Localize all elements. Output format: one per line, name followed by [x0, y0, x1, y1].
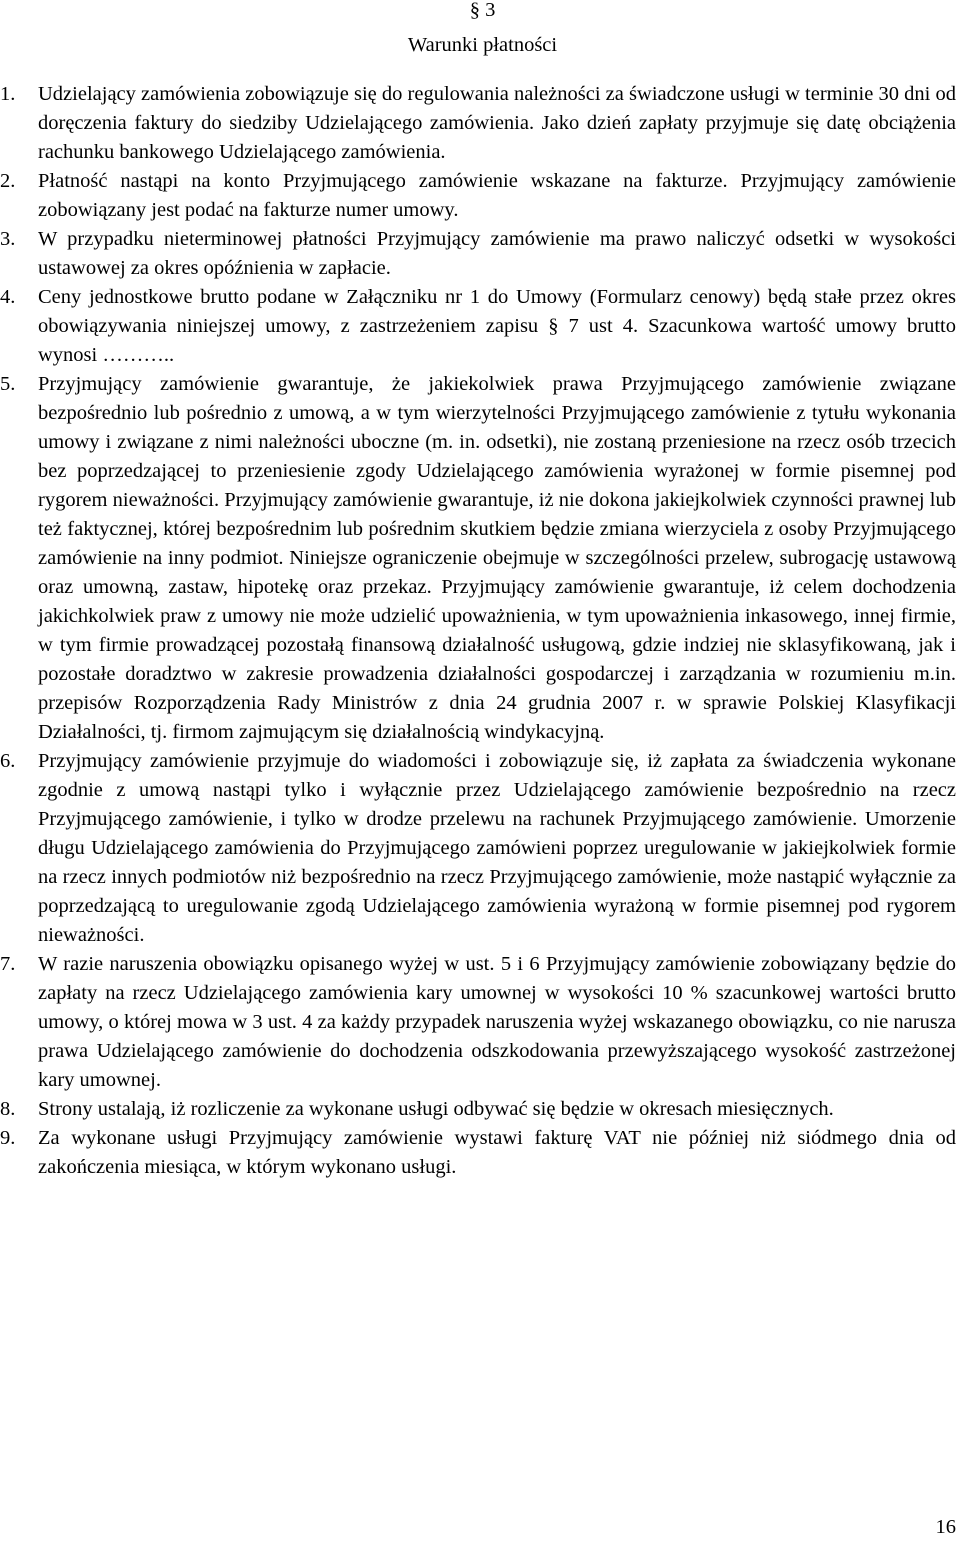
item-number: 1.	[0, 83, 16, 105]
item-number: 5.	[0, 373, 16, 395]
list-item	[0, 1095, 960, 1124]
section-heading	[0, 0, 960, 61]
list-item	[0, 80, 960, 167]
list-item	[0, 283, 960, 370]
section-title: Warunki płatności	[407, 34, 558, 56]
item-text: Przyjmujący zamówienie gwarantuje, że jakiekolwiek prawa Przyjmującego zamówienie związane bezpośrednio lub pośrednio z umową, a w tym wierzytelności Przyjmującego zamówienie z tytułu wykonania umowy i związane z nimi należności uboczne (m. in. odsetki), nie zostaną przeniesione na rzecz osób trzecich bez poprzedzającej to przeniesienie zgody Udzielającego zamówienia wyrażonej w formie pisemnej pod rygorem nieważności. Przyjmujący zamówienie gwarantuje, iż nie dokona jakiejkolwiek czynności prawnej lub też faktycznej, której bezpośrednim lub pośrednim skutkiem będzie zmiana wierzyciela z osoby Przyjmującego zamówienie na inny podmiot. Niniejsze ograniczenie obejmuje w szczególności przelew, subrogację ustawową oraz umowną, zastaw, hipotekę oraz przekaz. Przyjmujący zamówienie gwarantuje, iż celem dochodzenia jakichkolwiek praw z umowy nie może udzielić upoważnienia, w tym upoważnienia inkasowego, innej firmie, w tym firmie prowadzącej pozostałą finansową działalność usługową, gdzie indziej nie sklasyfikowaną, jak i pozostałe doradztwo w zakresie prowadzenia działalności gospodarczej i zarządzania w rozumieniu m.in. przepisów Rozporządzenia Rady Ministrów z dnia 24 grudnia 2007 r. w sprawie Polskiej Klasyfikacji Działalności, tj. firmom zajmującym się działalnością windykacyjną.	[38, 373, 956, 743]
list-item	[0, 950, 960, 1095]
list-item	[0, 747, 960, 950]
list-item	[0, 167, 960, 225]
item-number: 9.	[0, 1127, 16, 1149]
item-number: 4.	[0, 286, 16, 308]
item-text: Strony ustalają, iż rozliczenie za wykonane usługi odbywać się będzie w okresach miesięcznych.	[38, 1098, 834, 1120]
item-text: Płatność nastąpi na konto Przyjmującego zamówienie wskazane na fakturze. Przyjmujący zamówienie zobowiązany jest podać na fakturze numer umowy.	[38, 170, 956, 221]
list-item	[0, 225, 960, 283]
item-number: 2.	[0, 170, 16, 192]
item-text: W przypadku nieterminowej płatności Przyjmujący zamówienie ma prawo naliczyć odsetki w wysokości ustawowej za okres opóźnienia w zapłacie.	[38, 228, 956, 279]
section-symbol: § 3	[469, 0, 496, 21]
item-number: 6.	[0, 750, 16, 772]
item-text: Przyjmujący zamówienie przyjmuje do wiadomości i zobowiązuje się, iż zapłata za świadczenia wykonane zgodnie z umową nastąpi tylko i wyłącznie przez Udzielającego zamówienie bezpośrednio na rzecz Przyjmującego zamówienie, i tylko w drodze przelewu na rachunek Przyjmującego zamówienie. Umorzenie długu Udzielającego zamówienia do Przyjmującego zamówieni poprzez uregulowanie w jakiejkolwiek formie na rzecz innych podmiotów niż bezpośrednio na rzecz Przyjmującego zamówienie, może nastąpić wyłącznie za poprzedzającą to uregulowanie zgodą Udzielającego zamówienia wyrażoną w formie pisemnej pod rygorem nieważności.	[38, 750, 956, 946]
item-text: W razie naruszenia obowiązku opisanego wyżej w ust. 5 i 6 Przyjmujący zamówienie zobowiązany będzie do zapłaty na rzecz Udzielającego zamówienia kary umownej w wysokości 10 % szacunkowej wartości brutto umowy, o której mowa w 3 ust. 4 za każdy przypadek naruszenia wyżej wskazanego obowiązku, co nie narusza prawa Udzielającego zamówienie do dochodzenia odszkodowania przewyższającego wysokość zastrzeżonej kary umownej.	[38, 953, 956, 1091]
item-number: 3.	[0, 228, 16, 250]
list-item	[0, 1124, 960, 1182]
page-number: 16	[935, 1516, 956, 1538]
payment-terms-list	[0, 80, 960, 1182]
list-item	[0, 370, 960, 747]
item-number: 8.	[0, 1098, 16, 1120]
item-text: Ceny jednostkowe brutto podane w Załączniku nr 1 do Umowy (Formularz cenowy) będą stałe przez okres obowiązywania niniejszej umowy, z zastrzeżeniem zapisu § 7 ust 4. Szacunkowa wartość umowy brutto wynosi ………..	[38, 286, 956, 366]
item-number: 7.	[0, 953, 16, 975]
item-text: Za wykonane usługi Przyjmujący zamówienie wystawi fakturę VAT nie później niż siódmego dnia od zakończenia miesiąca, w którym wykonano usługi.	[38, 1127, 956, 1178]
item-text: Udzielający zamówienia zobowiązuje się do regulowania należności za świadczone usługi w terminie 30 dni od doręczenia faktury do siedziby Udzielającego zamówienia. Jako dzień zapłaty przyjmuje się datę obciążenia rachunku bankowego Udzielającego zamówienia.	[38, 83, 956, 163]
